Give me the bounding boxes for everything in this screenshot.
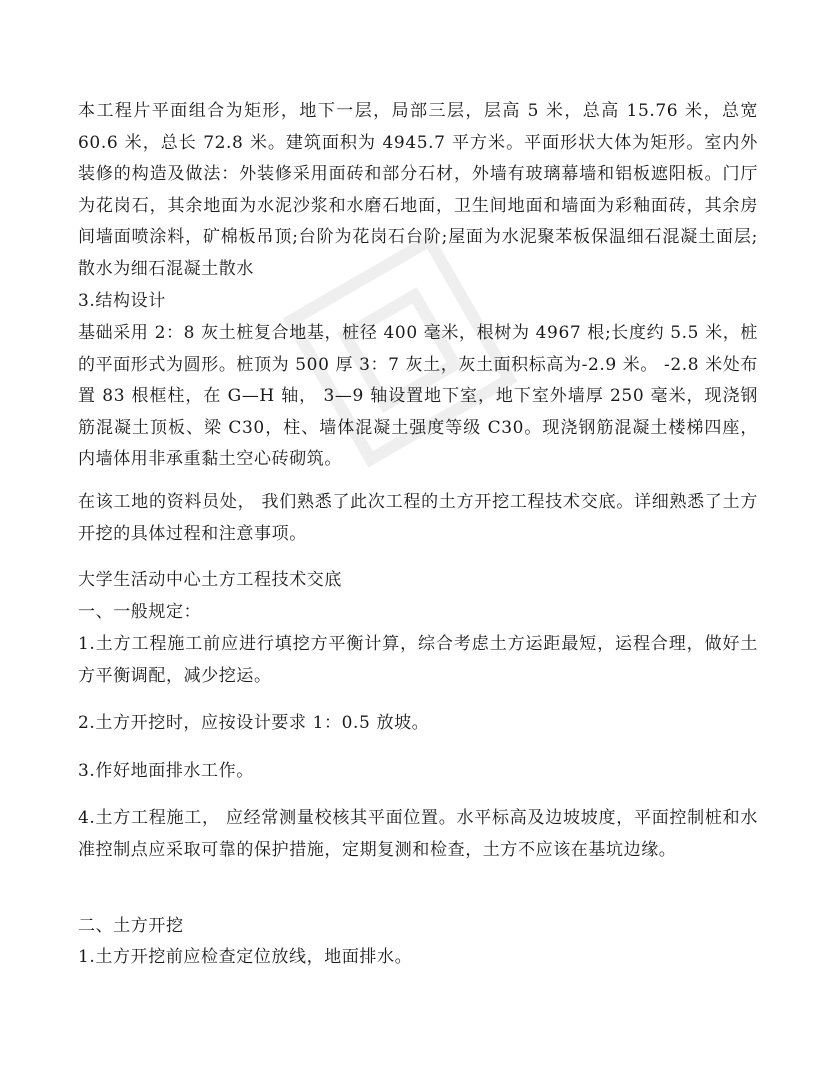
project-overview-paragraph: 本工程片平面组合为矩形，地下一层，局部三层，层高 5 米，总高 15.76 米，总宽 60.6 米，总长 72.8 米。建筑面积为 4945.7 平方米。平面形状大体为矩形。室内外装修的构造及做法：外装修采用面砖和部分石材，外墙有玻璃幕墙和铝板遮阳板。门厅为花岗石，其余地面为水泥沙浆和水磨石地面，卫生间地面和墙面为彩釉面砖，其余房间墙面喷涂料，矿棉板吊顶;台阶为花岗石台阶;屋面为水泥聚苯板保温细石混凝土面层;散水为细石混凝土散水 bbox=[78, 101, 758, 279]
list-item-2: 2.土方开挖时，应按设计要求 1：0.5 放坡。 bbox=[78, 713, 430, 733]
list-item-4: 4.土方工程施工， 应经常测量校核其平面位置。水平标高及边坡坡度，平面控制桩和水准控制点应采取可靠的保护措施，定期复测和检查，土方不应该在基坑边缘。 bbox=[78, 808, 758, 860]
intro-paragraph: 在该工地的资料员处， 我们熟悉了此次工程的土方开挖工程技术交底。详细熟悉了土方开挖的具体过程和注意事项。 bbox=[78, 492, 758, 544]
section-heading-excavation: 二、土方开挖 bbox=[78, 916, 184, 936]
list-item-1: 1.土方工程施工前应进行填挖方平衡计算，综合考虑土方运距最短，运程合理，做好土方平衡调配，减少挖运。 bbox=[78, 634, 758, 686]
list-item-3: 3.作好地面排水工作。 bbox=[78, 761, 254, 781]
section-heading-general: 一、一般规定： bbox=[78, 602, 202, 622]
document-title: 大学生活动中心土方工程技术交底 bbox=[78, 570, 342, 590]
excavation-item-1: 1.土方开挖前应检查定位放线，地面排水。 bbox=[78, 947, 413, 967]
section-heading-structure: 3.结构设计 bbox=[78, 291, 166, 311]
structure-design-paragraph: 基础采用 2：8 灰土桩复合地基，桩径 400 毫米，根树为 4967 根;长度约 5.5 米，桩的平面形式为圆形。桩顶为 500 厚 3：7 灰土，灰土面积标高为-2.9 米。 -2.8 米处布置 83 根框柱，在 G—H 轴， 3—9 轴设置地下室，地下室外墙厚 250 毫米，现浇钢筋混凝土顶板、梁 C30，柱、墙体混凝土强度等级 C30。现浇钢筋混凝土楼梯四座，内墙体用非承重黏土空心砖砌筑。 bbox=[78, 323, 758, 469]
